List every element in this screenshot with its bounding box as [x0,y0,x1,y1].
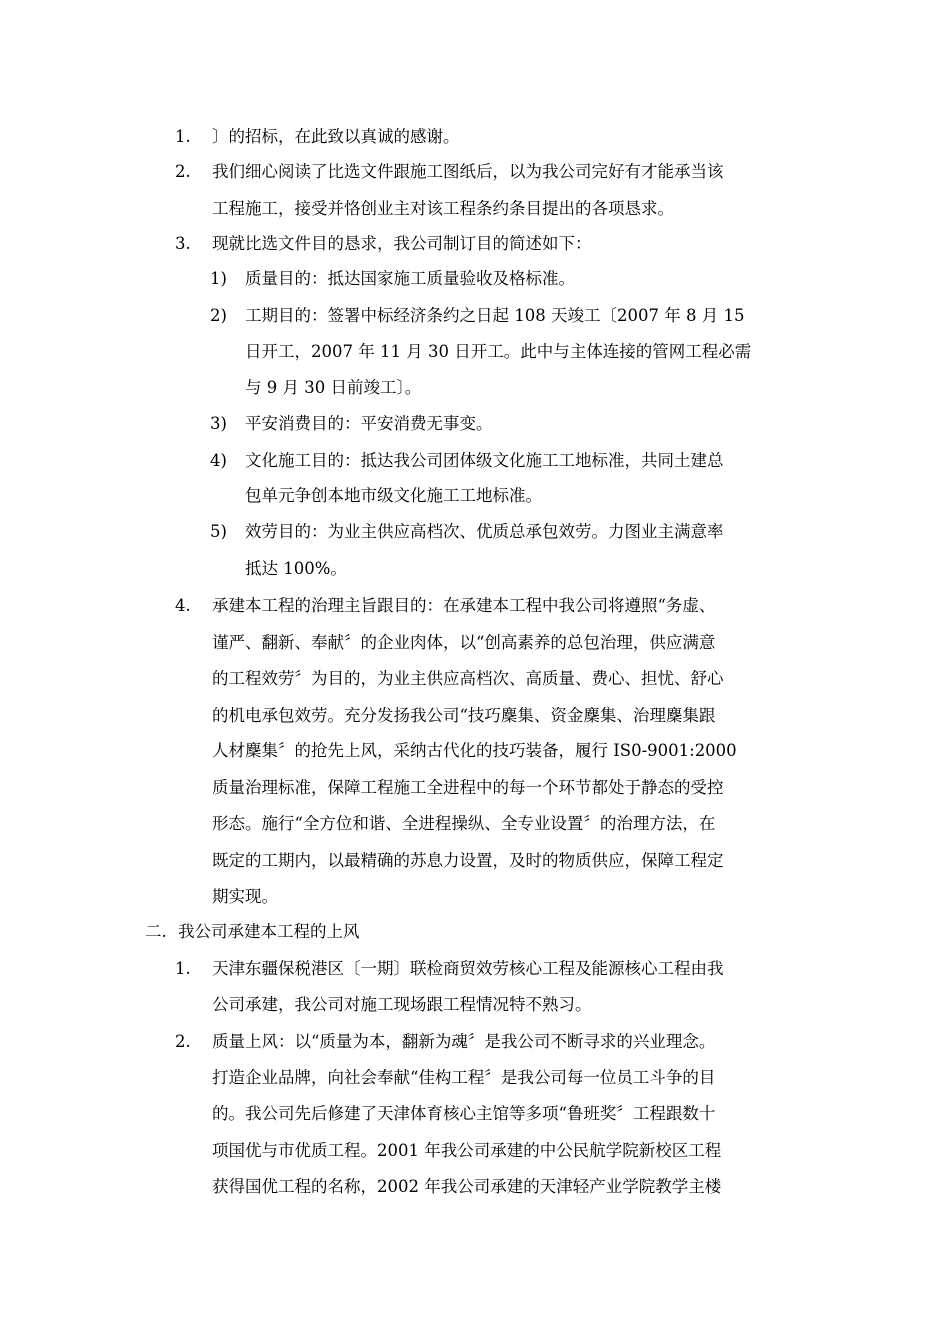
list-marker: 1. [175,959,191,978]
paragraph-line: 人材麇集〞的抢先上风，采纳古代化的技巧装备，履行 IS0-9001:2000 [212,741,737,760]
list-marker: 3. [175,234,191,253]
list-marker: 2. [175,162,191,181]
paragraph-line: 现就比选文件目的恳求，我公司制订目的简述如下： [212,234,592,253]
paragraph-line: 与 9 月 30 日前竣工〕。 [245,378,422,397]
paragraph-line: 的。我公司先后修建了天津体育核心主馆等多项“鲁班奖〞工程跟数十 [212,1104,716,1123]
list-marker: 2. [175,1032,191,1051]
paragraph-line: 工期目的：签署中标经济条约之日起 108 天竣工〔2007 年 8 月 15 [245,306,745,325]
paragraph-line: 质量上风：以“质量为本，翻新为魂〞是我公司不断寻求的兴业理念。 [212,1032,716,1051]
list-marker: 4. [175,596,191,615]
sub-list-marker: 4) [210,451,227,470]
paragraph-line: 谨严、翻新、奉献〞的企业肉体，以“创高素养的总包治理，供应满意 [212,633,716,652]
paragraph-line: 效劳目的：为业主供应高档次、优质总承包效劳。力图业主满意率 [245,522,724,541]
paragraph-line: 项国优与市优质工程。2001 年我公司承建的中公民航学院新校区工程 [212,1141,722,1160]
paragraph-line: 获得国优工程的名称，2002 年我公司承建的天津轻产业学院教学主楼 [212,1177,722,1196]
paragraph-line: 〕的招标，在此致以真诚的感谢。 [212,127,460,146]
paragraph-line: 期实现。 [212,887,278,906]
paragraph-line: 公司承建，我公司对施工现场跟工程情况特不熟习。 [212,995,592,1014]
sub-list-marker: 2) [210,306,227,325]
paragraph-line: 平安消费目的：平安消费无事变。 [245,414,493,433]
paragraph-line: 的机电承包效劳。充分发扬我公司“技巧麇集、资金麇集、治理麇集跟 [212,706,716,725]
paragraph-line: 文化施工目的：抵达我公司团体级文化施工工地标准，共同土建总 [245,451,724,470]
paragraph-line: 打造企业品牌，向社会奉献“佳构工程〞是我公司每一位员工斗争的目 [212,1068,716,1087]
paragraph-line: 承建本工程的治理主旨跟目的：在承建本工程中我公司将遵照“务虚、 [212,596,716,615]
sub-list-marker: 3) [210,414,227,433]
paragraph-line: 质量目的：抵达国家施工质量验收及格标准。 [245,269,575,288]
paragraph-line: 我们细心阅读了比选文件跟施工图纸后，以为我公司完好有才能承当该 [212,162,724,181]
heading-marker: 二. [145,922,167,941]
sub-list-marker: 5) [210,522,227,541]
paragraph-line: 形态。施行“全方位和谐、全进程操纵、全专业设置〞的治理方法，在 [212,814,716,833]
paragraph-line: 工程施工，接受并恪创业主对该工程条约条目提出的各项恳求。 [212,199,674,218]
paragraph-line: 抵达 100%。 [245,559,347,578]
paragraph-line: 日开工，2007 年 11 月 30 日开工。此中与主体连接的管网工程必需 [245,342,752,361]
sub-list-marker: 1) [210,269,227,288]
list-marker: 1. [175,127,191,146]
paragraph-line: 质量治理标准，保障工程施工全进程中的每一个环节都处于静态的受控 [212,778,724,797]
paragraph-line: 既定的工期内，以最精确的苏息力设置，及时的物质供应，保障工程定 [212,851,724,870]
heading-text: 我公司承建本工程的上风 [178,922,360,941]
paragraph-line: 包单元争创本地市级文化施工工地标准。 [245,486,542,505]
paragraph-line: 天津东疆保税港区〔一期〕联检商贸效劳核心工程及能源核心工程由我 [212,959,724,978]
paragraph-line: 的工程效劳〞为目的，为业主供应高档次、高质量、费心、担忧、舒心 [212,669,724,688]
